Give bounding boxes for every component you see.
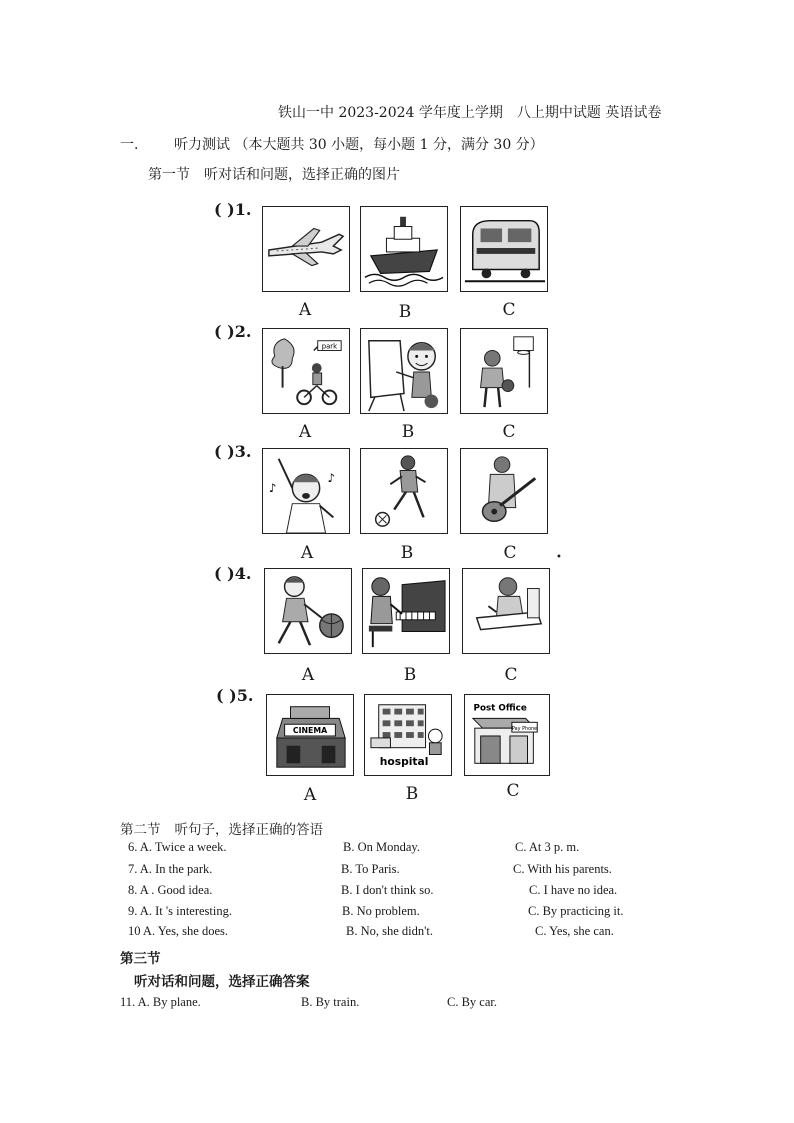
question-3-number: ( )3. — [214, 442, 252, 461]
section-one-title: 听力测试 （本大题共 30 小题，每小题 1 分，满分 30 分） — [174, 137, 544, 153]
exam-title: 铁山一中 2023-2024 学年度上学期 八上期中试题 英语试卷 — [278, 105, 662, 121]
q10-option-b[interactable]: B. No, she didn't. — [346, 924, 433, 938]
q4-option-c-picture[interactable] — [462, 568, 550, 654]
cycling-in-park-icon — [263, 329, 349, 413]
guitar-icon — [461, 449, 547, 533]
q1-option-c-picture[interactable] — [460, 206, 548, 292]
part-two-heading — [120, 818, 323, 838]
q3-option-c-letter: C — [503, 543, 517, 563]
q9-option-c[interactable]: C. By practicing it. — [528, 904, 624, 918]
stray-mark: • — [556, 552, 562, 563]
hospital-icon — [365, 695, 451, 775]
question-4-number: ( )4. — [214, 564, 252, 583]
q4-option-b-picture[interactable] — [362, 568, 450, 654]
question-5-number: ( )5. — [216, 686, 254, 705]
soccer-icon — [361, 449, 447, 533]
question-2-number: ( )2. — [214, 322, 252, 341]
post-office-icon — [465, 695, 549, 775]
q1-option-a-letter: A — [298, 300, 312, 320]
q6-option-a[interactable]: 6. A. Twice a week. — [128, 840, 227, 854]
q10-option-a[interactable]: 10 A. Yes, she does. — [128, 924, 229, 938]
singing-icon — [263, 449, 349, 533]
part-three-label: 第三节 — [120, 951, 161, 967]
q4-option-a-picture[interactable] — [264, 568, 352, 654]
cinema-sign: CINEMA — [292, 726, 328, 736]
q5-option-b-letter: B — [405, 784, 419, 804]
q2-option-c-letter: C — [502, 422, 516, 442]
section-one-number: 一. — [120, 137, 139, 153]
piano-icon — [363, 569, 449, 653]
part-one-instruction: 听对话和问题，选择正确的图片 — [204, 167, 400, 183]
q1-option-b-picture[interactable] — [360, 206, 448, 292]
q10-option-c[interactable]: C. Yes, she can. — [535, 924, 614, 938]
q1-option-c-letter: C — [502, 300, 516, 320]
hospital-sign: hospital — [379, 755, 429, 769]
q5-option-a-picture[interactable] — [266, 694, 354, 776]
q11-option-c[interactable]: C. By car. — [447, 995, 497, 1009]
q8-option-b[interactable]: B. I don't think so. — [341, 883, 434, 897]
q3-option-b-picture[interactable] — [360, 448, 448, 534]
q3-option-c-picture[interactable] — [460, 448, 548, 534]
q11-option-b[interactable]: B. By train. — [301, 995, 360, 1009]
q7-option-b[interactable]: B. To Paris. — [341, 862, 400, 876]
q2-option-a-picture[interactable] — [262, 328, 350, 414]
q2-option-b-picture[interactable] — [360, 328, 448, 414]
q9-option-b[interactable]: B. No problem. — [342, 904, 420, 918]
q8-option-a[interactable]: 8. A . Good idea. — [128, 883, 213, 897]
q8-option-c[interactable]: C. I have no idea. — [529, 883, 618, 897]
airplane-icon — [263, 207, 349, 291]
train-icon — [461, 207, 547, 291]
part-one-label: 第一节 — [148, 167, 190, 183]
boy-painting-icon — [361, 329, 447, 413]
q1-option-a-picture[interactable] — [262, 206, 350, 292]
q2-option-c-picture[interactable] — [460, 328, 548, 414]
section-one-heading — [120, 134, 544, 154]
post-office-sign: Post Office — [473, 703, 527, 714]
q4-option-a-letter: A — [301, 665, 315, 685]
svg-text:♪: ♪ — [268, 480, 277, 495]
q4-option-c-letter: C — [504, 665, 518, 685]
pay-phone-sign: Pay Phone — [511, 726, 538, 733]
q2-option-a-letter: A — [298, 422, 312, 442]
q5-option-c-picture[interactable] — [464, 694, 550, 776]
q9-option-a[interactable]: 9. A. It 's interesting. — [128, 904, 232, 918]
q5-option-b-picture[interactable] — [364, 694, 452, 776]
q5-option-a-letter: A — [303, 785, 317, 805]
q6-option-c[interactable]: C. At 3 p. m. — [515, 840, 580, 854]
basketball-icon — [461, 329, 547, 413]
q3-option-a-picture[interactable] — [262, 448, 350, 534]
q3-option-a-letter: A — [300, 543, 314, 563]
part-three-instruction: 听对话和问题，选择正确答案 — [134, 974, 310, 990]
part-two-instruction: 听句子，选择正确的答语 — [174, 822, 323, 838]
q7-option-c[interactable]: C. With his parents. — [513, 862, 612, 876]
park-sign: park — [321, 342, 338, 351]
part-two-label: 第二节 — [120, 822, 161, 838]
part-one-heading — [148, 164, 400, 184]
q7-option-a[interactable]: 7. A. In the park. — [128, 862, 213, 876]
q2-option-b-letter: B — [401, 422, 415, 442]
question-1-number: ( )1. — [214, 200, 252, 219]
writing-icon — [463, 569, 549, 653]
q6-option-b[interactable]: B. On Monday. — [343, 840, 420, 854]
cinema-icon — [267, 695, 353, 775]
svg-text:♪: ♪ — [327, 471, 335, 486]
q3-option-b-letter: B — [400, 543, 414, 563]
q5-option-c-letter: C — [506, 781, 520, 801]
q4-option-b-letter: B — [403, 665, 417, 685]
ship-icon — [361, 207, 447, 291]
q1-option-b-letter: B — [398, 302, 412, 322]
girl-ball-icon — [265, 569, 351, 653]
q11-option-a[interactable]: 11. A. By plane. — [120, 995, 201, 1009]
